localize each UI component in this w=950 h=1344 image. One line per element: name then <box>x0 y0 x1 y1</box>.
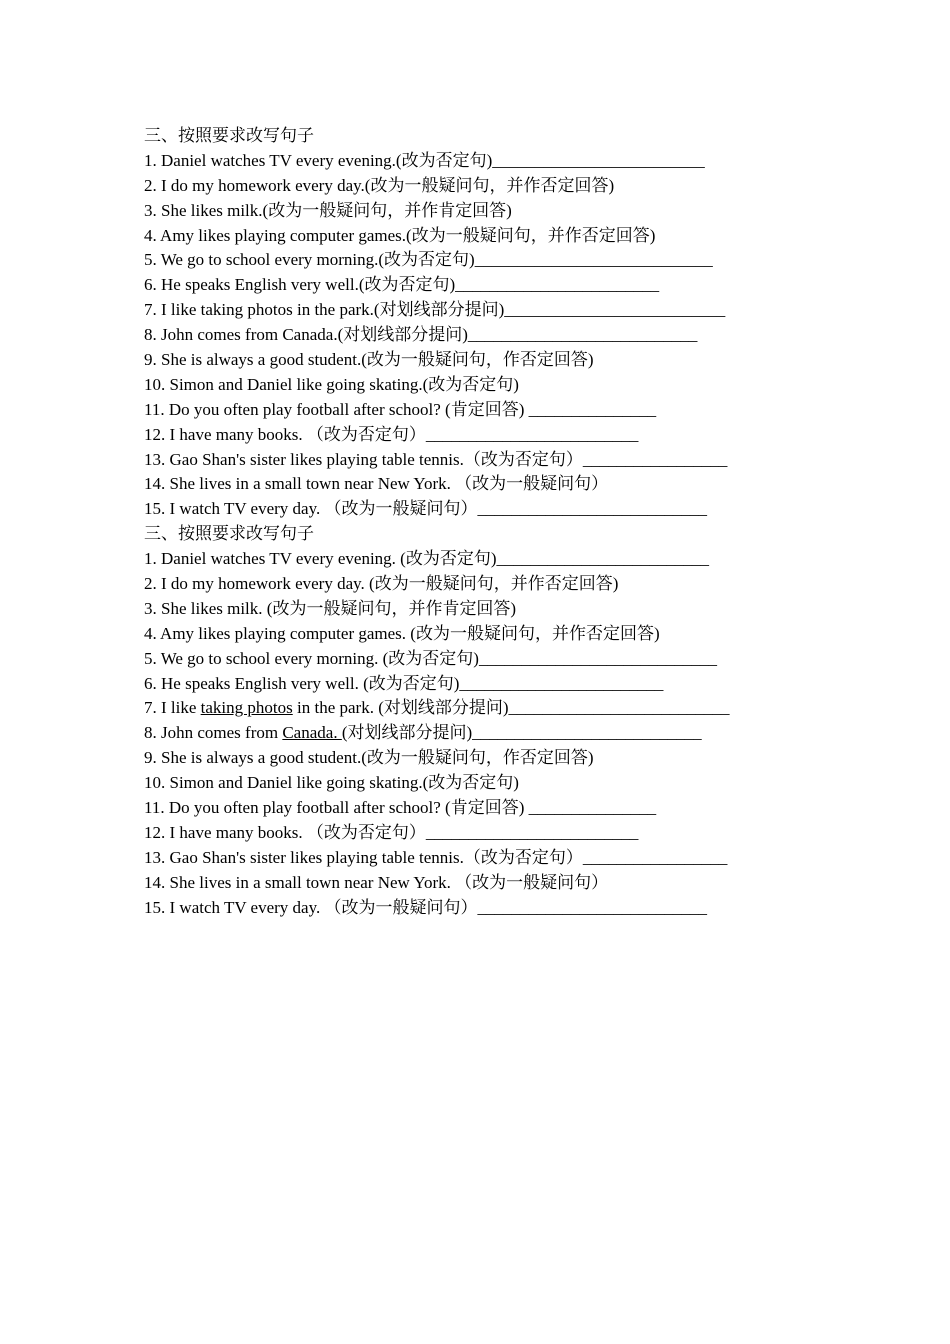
section-heading: 三、按照要求改写句子 <box>144 126 314 145</box>
item-text: 13. Gao Shan's sister likes playing table tennis.（改为否定句）_________________ <box>144 847 728 867</box>
item-text: 6. He speaks English very well. (改为否定句)________________________ <box>144 673 664 693</box>
exercise-item <box>144 149 844 174</box>
item-text: 12. I have many books. （改为否定句）_________________________ <box>144 424 639 444</box>
exercise-item <box>144 298 844 323</box>
item-text: 4. Amy likes playing computer games. (改为一般疑问句，并作否定回答) <box>144 623 660 643</box>
exercise-item <box>144 771 844 796</box>
exercise-item <box>144 547 844 572</box>
item-text: 11. Do you often play football after school? (肯定回答) _______________ <box>144 798 657 818</box>
exercise-item <box>144 497 844 522</box>
item-text: 7. I like <box>144 698 201 718</box>
exercise-item <box>144 323 844 348</box>
exercise-item <box>144 472 844 497</box>
exercise-item <box>144 373 844 398</box>
item-text: 10. Simon and Daniel like going skating.(改为否定句) <box>144 773 519 793</box>
item-text: 10. Simon and Daniel like going skating.(改为否定句) <box>144 374 519 394</box>
item-text: 15. I watch TV every day. （改为一般疑问句）___________________________ <box>144 897 707 917</box>
item-text: 6. He speaks English very well.(改为否定句)________________________ <box>144 275 660 295</box>
item-text: (对划线部分提问)___________________________ <box>341 723 702 743</box>
item-text: 1. Daniel watches TV every evening. (改为否定句)_________________________ <box>144 549 710 569</box>
item-text: 7. I like taking photos in the park.(对划线部分提问)__________________________ <box>144 300 726 320</box>
exercise-item <box>144 721 844 746</box>
item-text: 14. She lives in a small town near New York. （改为一般疑问句） <box>144 872 609 892</box>
item-text: 8. John comes from <box>144 723 283 743</box>
exercise-item <box>144 896 844 921</box>
item-text: 2. I do my homework every day.(改为一般疑问句，并作否定回答) <box>144 175 615 195</box>
exercise-item <box>144 572 844 597</box>
exercise-item <box>144 423 844 448</box>
exercise-item <box>144 248 844 273</box>
exercise-item <box>144 696 844 721</box>
exercise-item <box>144 597 844 622</box>
exercise-content <box>144 124 844 921</box>
underlined-text: taking photos <box>200 698 293 718</box>
item-text: 15. I watch TV every day. （改为一般疑问句）___________________________ <box>144 499 707 519</box>
item-text: 11. Do you often play football after school? (肯定回答) _______________ <box>144 399 657 419</box>
exercise-item <box>144 622 844 647</box>
item-text: 1. Daniel watches TV every evening.(改为否定句)_________________________ <box>144 150 705 170</box>
exercise-item <box>144 273 844 298</box>
exercise-item <box>144 647 844 672</box>
exercise-item <box>144 871 844 896</box>
exercise-item <box>144 796 844 821</box>
item-text: 8. John comes from Canada.(对划线部分提问)___________________________ <box>144 325 698 345</box>
exercise-item <box>144 672 844 697</box>
item-text: 12. I have many books. （改为否定句）_________________________ <box>144 822 639 842</box>
item-text: 4. Amy likes playing computer games.(改为一般疑问句，并作否定回答) <box>144 225 656 245</box>
exercise-item <box>144 199 844 224</box>
exercise-item <box>144 821 844 846</box>
item-text: 9. She is always a good student.(改为一般疑问句，作否定回答) <box>144 748 594 768</box>
item-text: in the park. (对划线部分提问)__________________________ <box>292 698 730 718</box>
exercise-item <box>144 174 844 199</box>
section-heading: 三、按照要求改写句子 <box>144 524 314 544</box>
item-text: 2. I do my homework every day. (改为一般疑问句，并作否定回答) <box>144 574 619 594</box>
item-text: 13. Gao Shan's sister likes playing table tennis.（改为否定句）_________________ <box>144 449 728 469</box>
exercise-item <box>144 448 844 473</box>
exercise-item <box>144 846 844 871</box>
item-text: 3. She likes milk. (改为一般疑问句，并作肯定回答) <box>144 598 517 618</box>
underlined-text: Canada. <box>282 723 342 743</box>
item-text: 3. She likes milk.(改为一般疑问句，并作肯定回答) <box>144 200 512 220</box>
exercise-item <box>144 398 844 423</box>
item-text: 14. She lives in a small town near New York. （改为一般疑问句） <box>144 474 609 494</box>
exercise-item <box>144 746 844 771</box>
exercise-item <box>144 224 844 249</box>
exercise-item <box>144 348 844 373</box>
item-text: 5. We go to school every morning.(改为否定句)____________________________ <box>144 250 713 270</box>
item-text: 9. She is always a good student.(改为一般疑问句，作否定回答) <box>144 350 594 370</box>
item-text: 5. We go to school every morning. (改为否定句)____________________________ <box>144 648 717 668</box>
